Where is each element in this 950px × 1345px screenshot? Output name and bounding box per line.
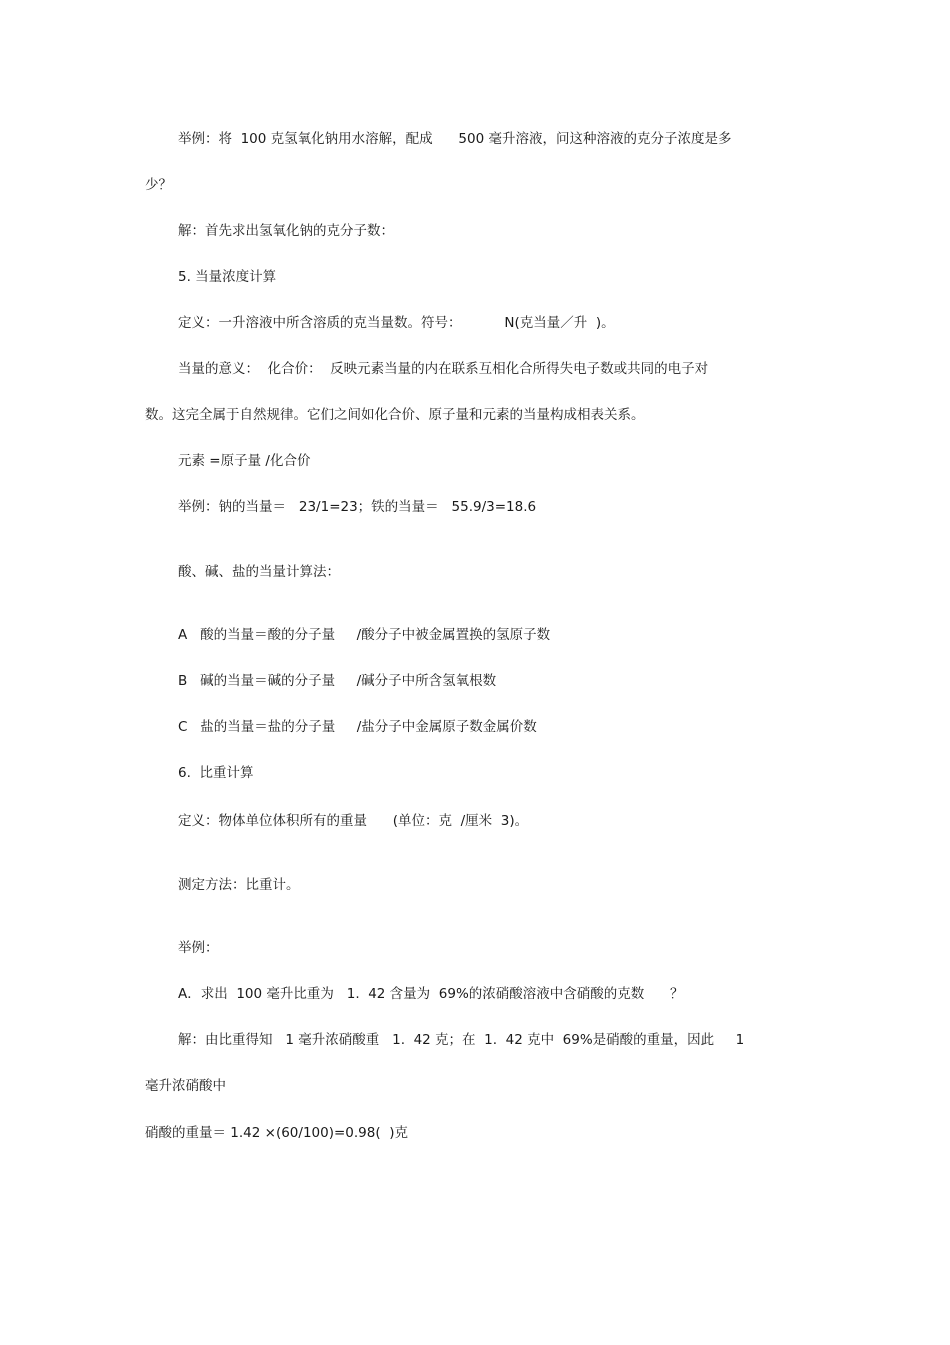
equivalent-meaning-line-1: 当量的意义： 化合价： 反映元素当量的内在联系互相化合所得失电子数或共同的电子对 <box>178 361 709 377</box>
example-label: 举例： <box>178 940 219 956</box>
acid-equivalent-line: A 酸的当量＝酸的分子量 /酸分子中被金属置换的氢原子数 <box>178 627 551 643</box>
example-a-question-line: A．求出 100 毫升比重为 1. 42 含量为 69%的浓硝酸溶液中含硝酸的克数 ？ <box>178 986 684 1002</box>
definition-normality-line: 定义：一升溶液中所含溶质的克当量数。符号： N(克当量／升 )。 <box>178 315 615 331</box>
element-equivalent-formula: 元素 =原子量 /化合价 <box>178 453 311 469</box>
example-a-solution-line-2: 毫升浓硝酸中 <box>145 1078 226 1094</box>
measurement-method-line: 测定方法：比重计。 <box>178 877 300 893</box>
acid-base-salt-heading: 酸、碱、盐的当量计算法： <box>178 564 340 580</box>
nitric-acid-weight-line: 硝酸的重量＝ 1.42 ×(60/100)=0.98( )克 <box>145 1125 408 1141</box>
solution-step-line: 解：首先求出氢氧化钠的克分子数： <box>178 223 394 239</box>
section-heading-normality: 5. 当量浓度计算 <box>178 269 277 285</box>
equivalent-meaning-line-2: 数。这完全属于自然规律。它们之间如化合价、原子量和元素的当量构成相表关系。 <box>145 407 645 423</box>
base-equivalent-line: B 碱的当量＝碱的分子量 /碱分子中所含氢氧根数 <box>178 673 497 689</box>
example-equivalents-line: 举例：钠的当量＝ 23/1=23；铁的当量＝ 55.9/3=18.6 <box>178 499 537 515</box>
example-a-solution-line-1: 解：由比重得知 1 毫升浓硝酸重 1. 42 克；在 1. 42 克中 69%是硝酸的重量，因此 1 <box>178 1032 745 1048</box>
section-heading-specific-gravity: 6. 比重计算 <box>178 765 254 781</box>
salt-equivalent-line: C 盐的当量＝盐的分子量 /盐分子中金属原子数金属价数 <box>178 719 537 735</box>
example-naoh-line-1: 举例：将 100 克氢氧化钠用水溶解，配成 500 毫升溶液，问这种溶液的克分子浓度是多 <box>178 131 732 147</box>
example-naoh-line-2: 少？ <box>145 177 172 193</box>
definition-specific-gravity-line: 定义：物体单位体积所有的重量 (单位：克 /厘米 3)。 <box>178 813 529 829</box>
